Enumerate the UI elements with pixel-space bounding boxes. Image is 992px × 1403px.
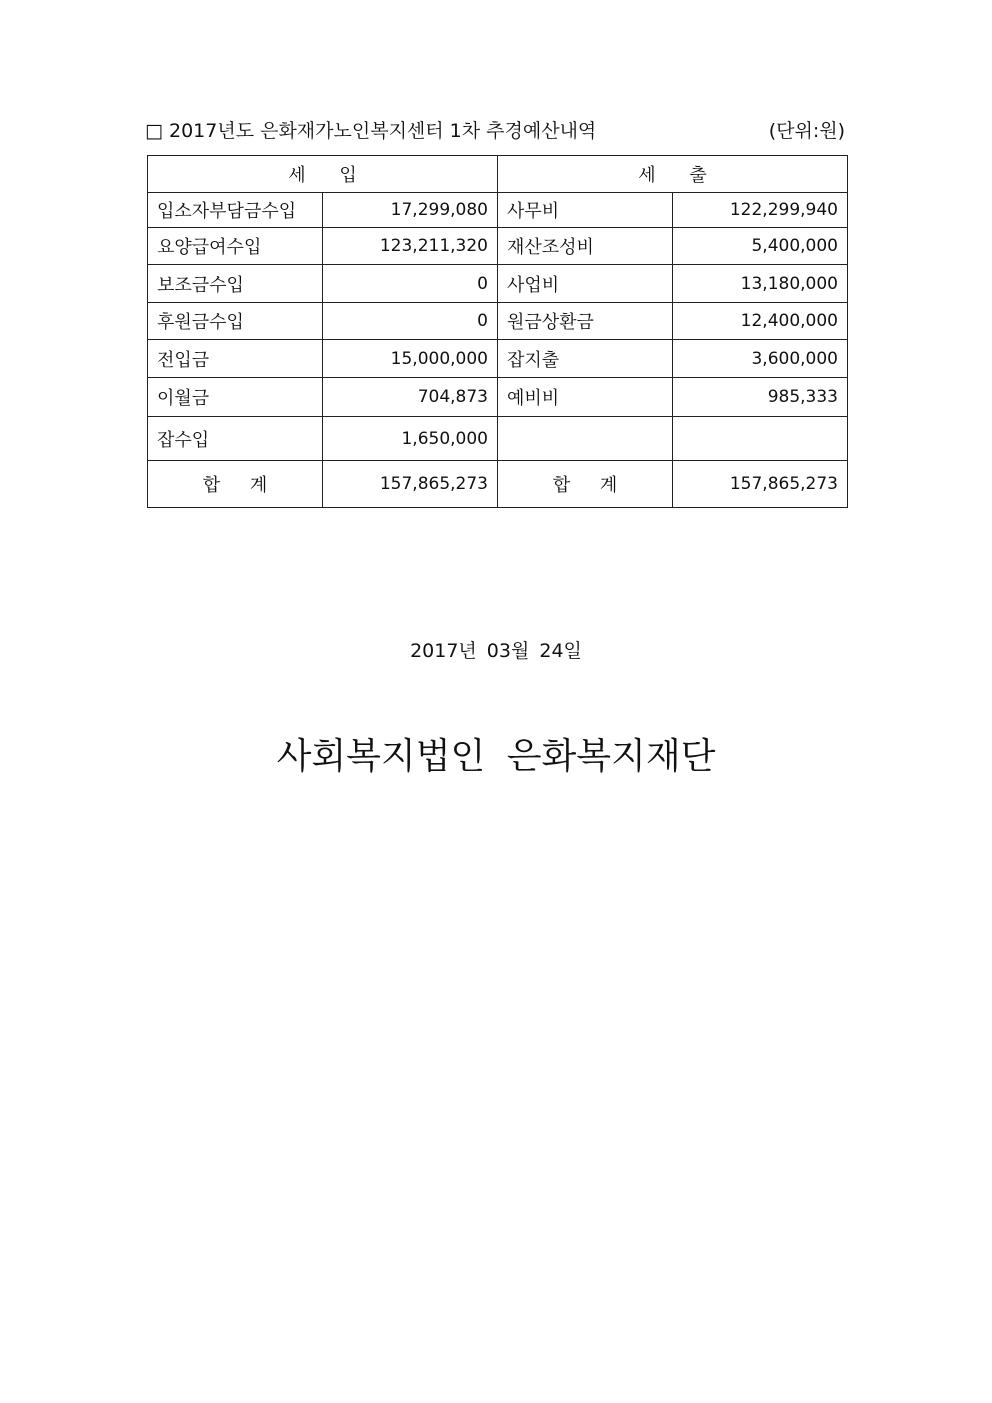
expense-total-value: 157,865,273 [673,461,848,508]
table-header-row [148,156,848,193]
expense-header: 세 출 [498,156,848,193]
income-label: 전입금 [148,340,323,378]
table-total-row [148,461,848,508]
income-value: 17,299,080 [323,193,498,228]
expense-value: 12,400,000 [673,303,848,340]
expense-value: 13,180,000 [673,265,848,303]
income-value: 1,650,000 [323,417,498,461]
expense-value: 5,400,000 [673,228,848,265]
income-value: 0 [323,303,498,340]
expense-label [498,417,673,461]
table-row [148,228,848,265]
expense-value: 3,600,000 [673,340,848,378]
expense-label: 잡지출 [498,340,673,378]
income-header: 세 입 [148,156,498,193]
income-value: 0 [323,265,498,303]
expense-label: 예비비 [498,378,673,417]
income-label: 보조금수입 [148,265,323,303]
income-total-label: 합 계 [148,461,323,508]
income-value: 15,000,000 [323,340,498,378]
table-row [148,265,848,303]
expense-label: 원금상환금 [498,303,673,340]
document-header [145,116,845,144]
expense-label: 사무비 [498,193,673,228]
expense-label: 재산조성비 [498,228,673,265]
organization-name: 사회복지법인 은화복지재단 [276,736,716,777]
table-row [148,303,848,340]
document-title: □ 2017년도 은화재가노인복지센터 1차 추경예산내역 [145,120,597,142]
table-row [148,193,848,228]
unit-label: (단위:원) [768,120,845,142]
income-label: 후원금수입 [148,303,323,340]
income-value: 123,211,320 [323,228,498,265]
expense-value: 122,299,940 [673,193,848,228]
income-label: 입소자부담금수입 [148,193,323,228]
expense-value: 985,333 [673,378,848,417]
income-label: 잡수입 [148,417,323,461]
expense-value [673,417,848,461]
income-label: 이월금 [148,378,323,417]
table-row [148,340,848,378]
budget-table [147,155,848,508]
table-row [148,417,848,461]
document-date: 2017년 03월 24일 [410,640,582,662]
table-row [148,378,848,417]
expense-label: 사업비 [498,265,673,303]
income-value: 704,873 [323,378,498,417]
income-label: 요양급여수입 [148,228,323,265]
expense-total-label: 합 계 [498,461,673,508]
income-total-value: 157,865,273 [323,461,498,508]
